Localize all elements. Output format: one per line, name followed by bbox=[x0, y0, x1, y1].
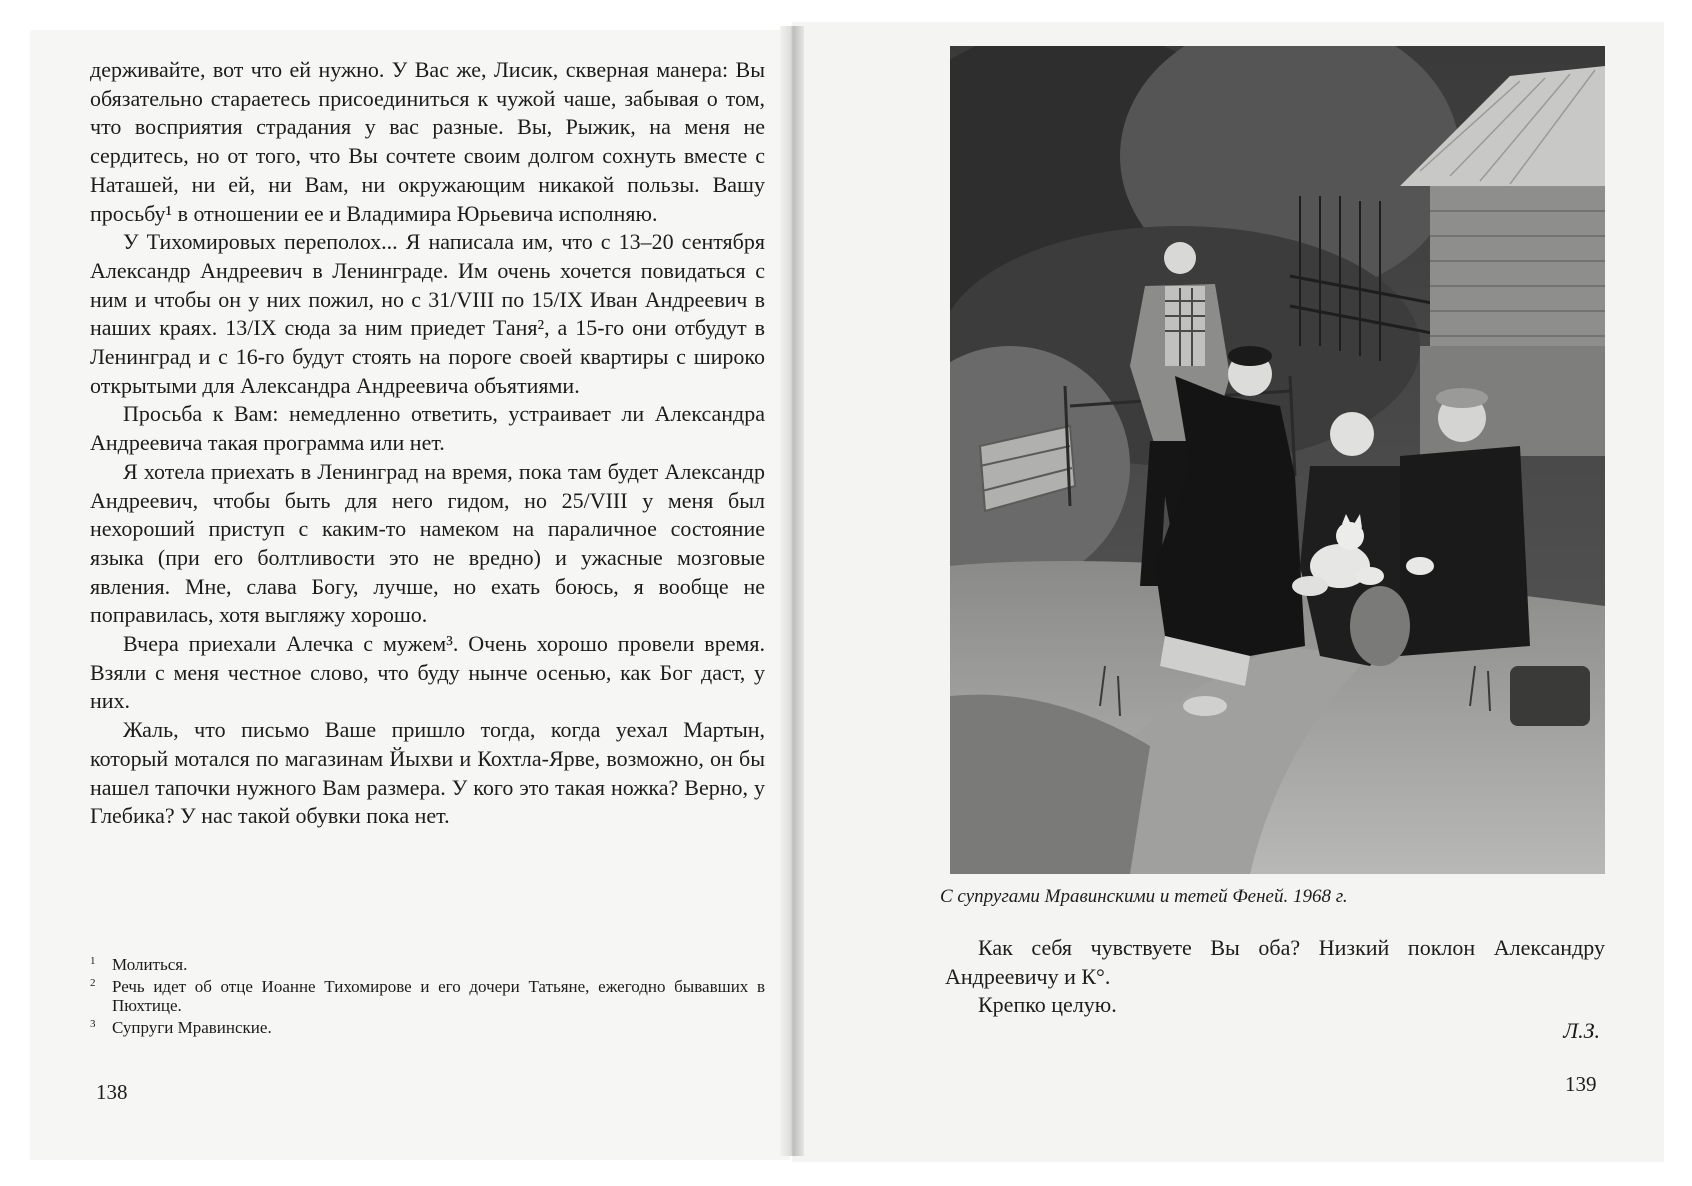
right-body-text bbox=[945, 934, 1605, 1020]
footnote bbox=[90, 1015, 765, 1037]
paragraph: Вчера приехали Алечка с мужем³. Очень хорошо провели время. Взяли с меня честное слово, что буду нынче осенью, как Бог даст, у них. bbox=[90, 631, 765, 714]
paragraph: Как себя чувствуете Вы оба? Низкий поклон Александру Андреевичу и К°. bbox=[945, 935, 1605, 989]
footnotes bbox=[90, 952, 765, 1037]
book-gutter bbox=[780, 26, 804, 1156]
paragraph: Я хотела приехать в Ленинград на время, пока там будет Александр Андреевич, чтобы быть для него гидом, но 25/VIII у меня был нехороший приступ с каким-то намеком на параличное состояние языка (при его болтливости это не вредно) и ужасные мозговые явления. Мне, слава Богу, лучше, но ехать боюсь, я вообще не поправилась, хотя выгляжу хорошо. bbox=[90, 458, 765, 628]
footnote bbox=[90, 974, 765, 1015]
paragraph: Крепко целую. bbox=[978, 992, 1117, 1018]
footnote bbox=[90, 952, 765, 974]
footnote-text: Молиться. bbox=[112, 955, 188, 974]
signature-initials: Л.З. bbox=[1563, 1018, 1600, 1043]
paragraph: Просьба к Вам: немедленно ответить, устраивает ли Александра Андреевича такая программа или нет. bbox=[90, 401, 765, 456]
paragraph: Жаль, что письмо Ваше пришло тогда, когда уехал Мартын, который мотался по магазинам Йыхви и Кохтла-Ярве, возможно, он бы нашел тапочки нужного Вам размера. У кого это такая ножка? Верно, у Глебика? У нас такой обувки пока нет. bbox=[90, 717, 765, 829]
photograph-image bbox=[950, 46, 1605, 874]
page-number-right: 139 bbox=[1565, 1072, 1597, 1096]
left-body-text bbox=[90, 56, 765, 831]
footnote-mark: 2 bbox=[90, 977, 96, 989]
photograph bbox=[950, 46, 1605, 874]
footnote-mark: 1 bbox=[90, 955, 96, 967]
footnote-text: Супруги Мравинские. bbox=[112, 1018, 272, 1037]
paragraph: держивайте, вот что ей нужно. У Вас же, Лисик, скверная манера: Вы обязательно стараетесь присоединиться к чужой чаше, забывая о том, что восприятия страдания у вас разные. Вы, Рыжик, на меня не сердитесь, но от того, что Вы сочтете своим долгом сохнуть вместе с Наташей, ни ей, ни Вам, ни окружающим никакой пользы. Вашу просьбу¹ в отношении ее и Владимира Юрьевича исполняю. bbox=[90, 57, 765, 226]
footnote-mark: 3 bbox=[90, 1018, 96, 1030]
page-number-left: 138 bbox=[96, 1080, 128, 1104]
footnote-text: Речь идет об отце Иоанне Тихомирове и его дочери Татьяне, ежегодно бывавших в Пюхтице. bbox=[112, 977, 765, 1015]
paragraph: У Тихомировых переполох... Я написала им, что с 13–20 сентября Александр Андреевич в Ленинграде. Им очень хочется повидаться с ним и чтобы он у них пожил, но с 31/VIII по 15/IX Иван Андреевич в наших краях. 13/IX сюда за ним приедет Таня², а 15-го они отбудут в Ленинград и с 16-го будут стоять на пороге своей квартиры с широко открытыми для Александра Андреевича объятиями. bbox=[90, 229, 765, 398]
photo-caption: С супругами Мравинскими и тетей Феней. 1968 г. bbox=[940, 886, 1348, 907]
